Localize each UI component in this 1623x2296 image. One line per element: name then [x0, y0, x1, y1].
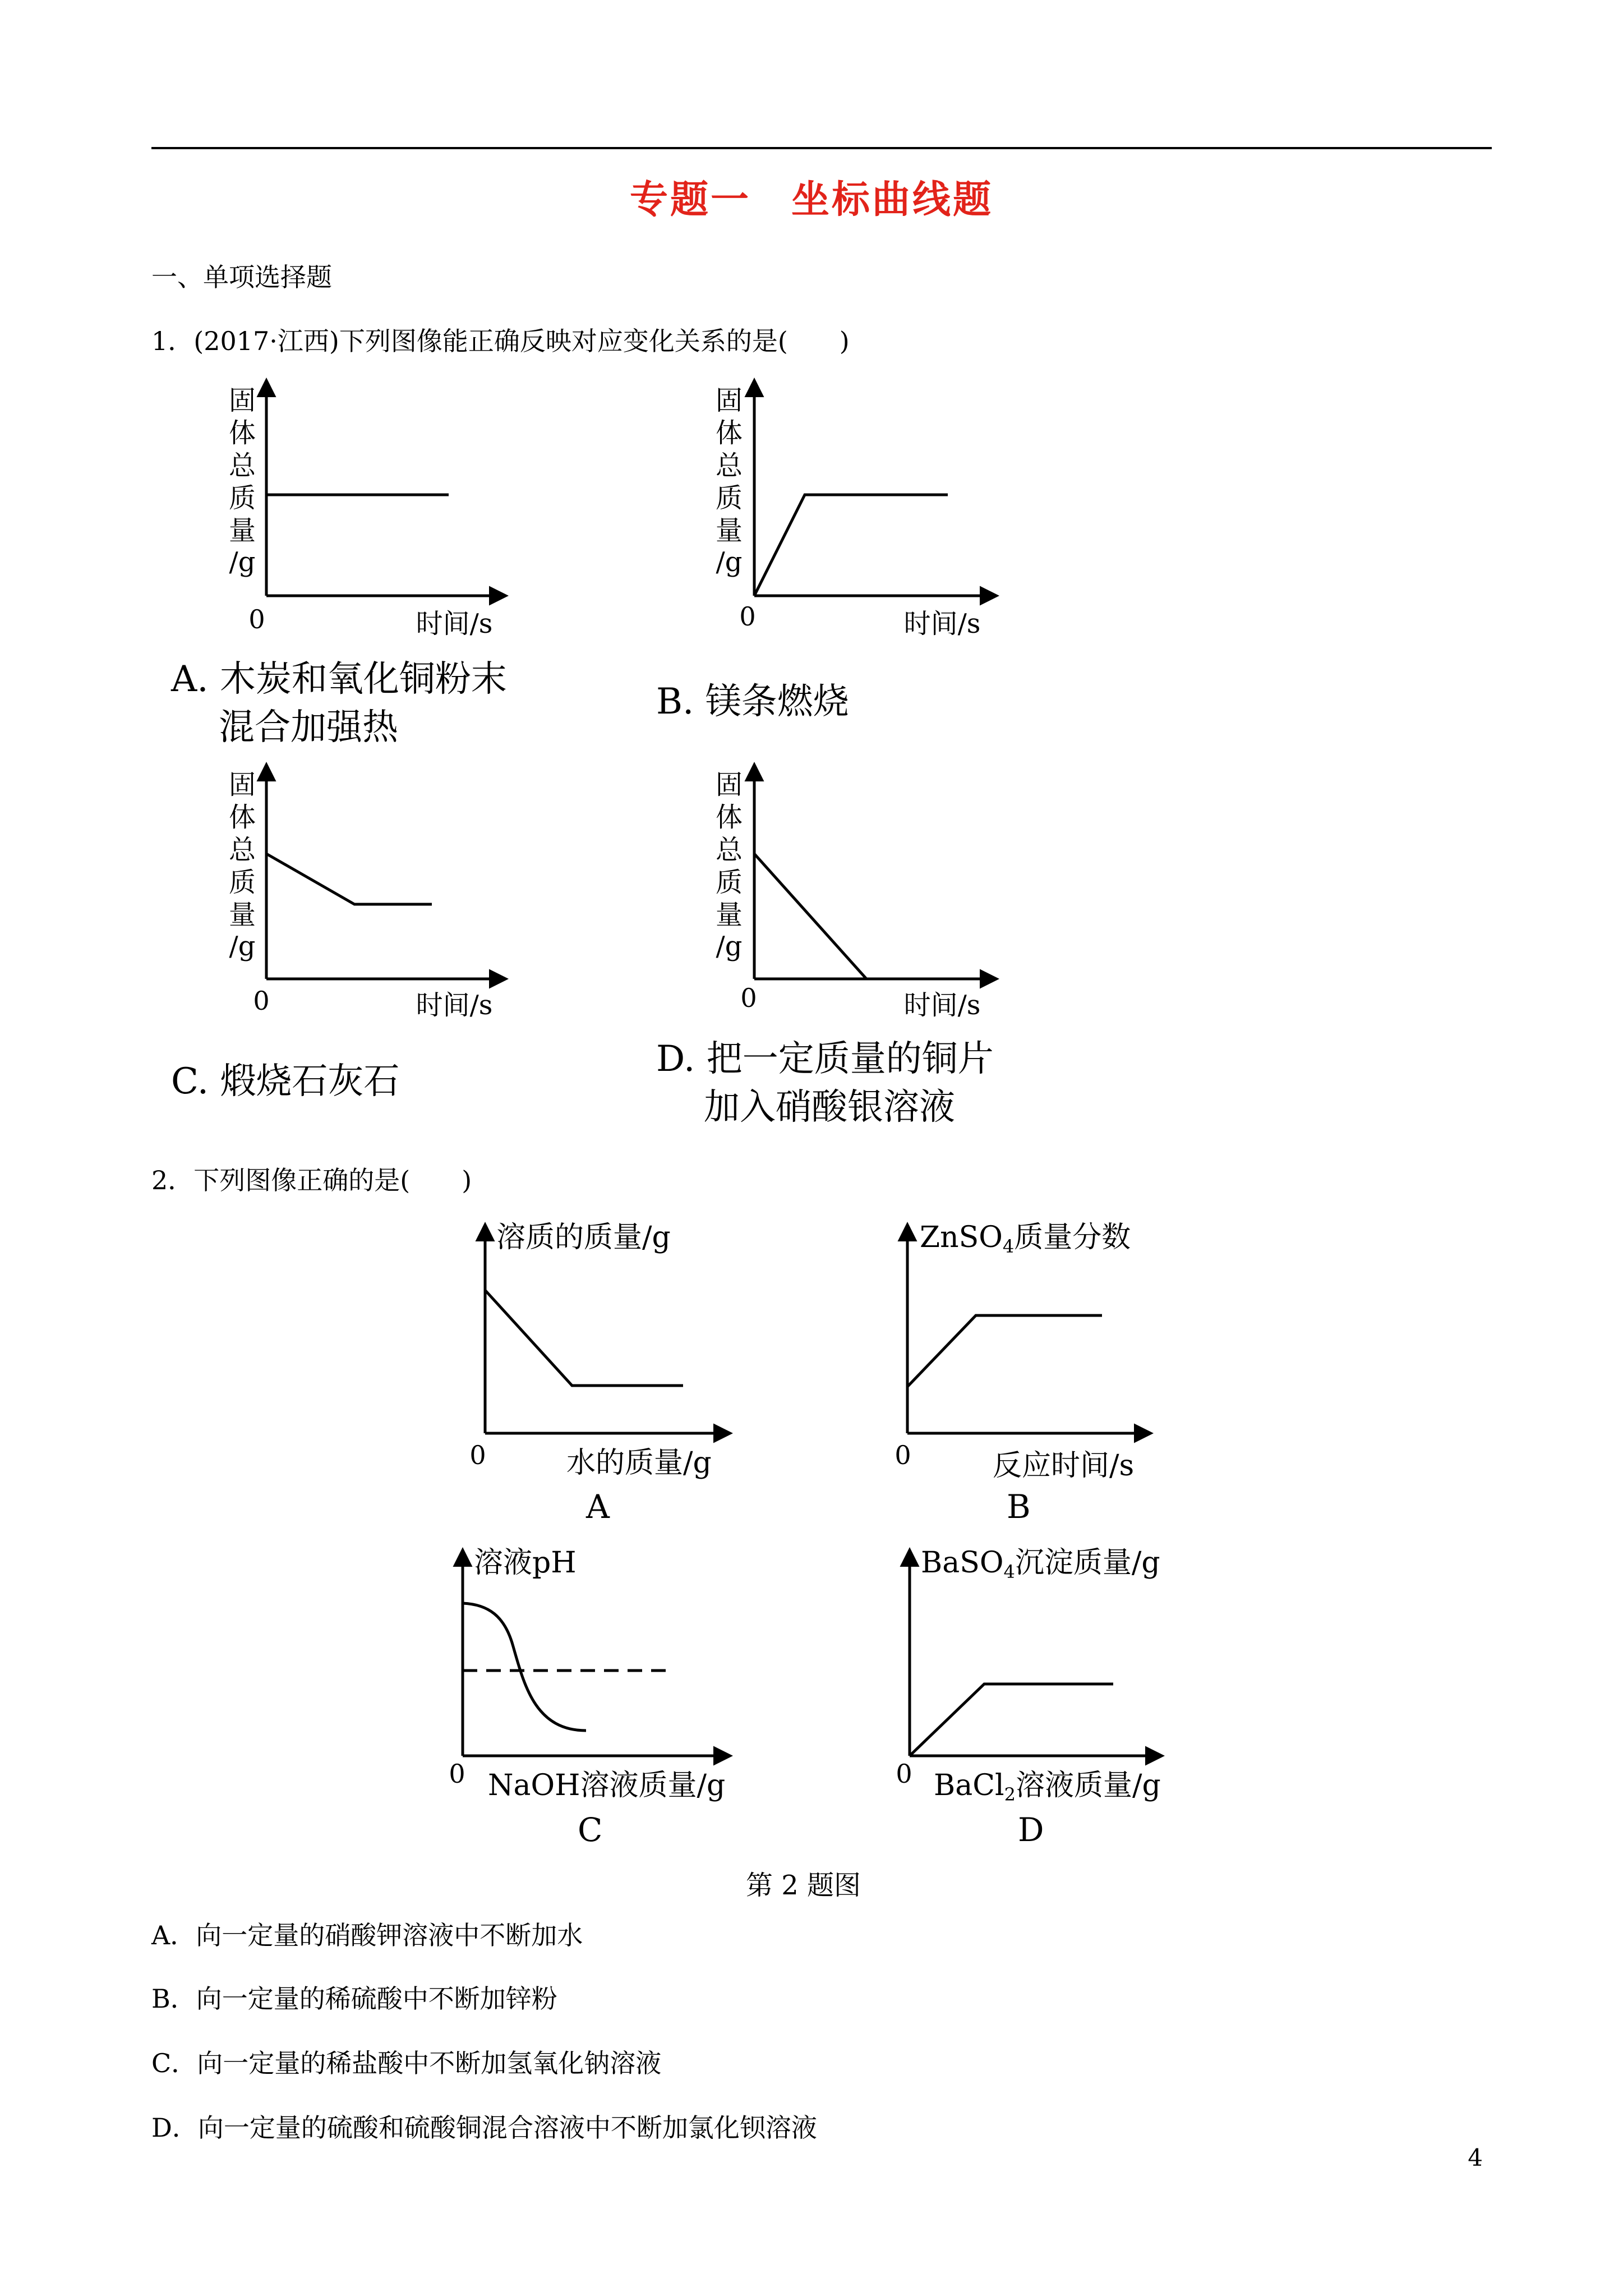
q1c-curve [266, 854, 432, 904]
q2d-y-label: BaSO4沉淀质量/g [921, 1546, 1160, 1582]
q2a-x-label: 水的质量/g [566, 1446, 712, 1480]
q2-chart-a [469, 1221, 729, 1480]
q1b-y-label-char: 体 [715, 417, 743, 449]
q1a-y-label-char: 质 [228, 482, 256, 514]
q1-option-d-line2: 加入硝酸银溶液 [704, 1087, 955, 1128]
q2b-y-label: ZnSO4质量分数 [920, 1221, 1131, 1257]
q1-option-d-line1: D. 把一定质量的铜片 [656, 1038, 994, 1080]
q2c-curve [463, 1603, 586, 1731]
q2-option-c: C．向一定量的稀盐酸中不断加氢氧化钠溶液 [151, 2048, 662, 2078]
q1c-x-label: 时间/s [416, 990, 493, 1021]
q1b-x-label: 时间/s [903, 608, 981, 639]
q1a-x-label: 时间/s [416, 608, 493, 639]
q1a-y-label-char: 固 [228, 385, 256, 416]
q2-chart-b [895, 1221, 1150, 1483]
q2d-curve [910, 1684, 1113, 1756]
q1c-origin: 0 [253, 986, 270, 1016]
q2-charts [0, 1178, 1623, 1851]
q1c-y-label-char: /g [229, 931, 256, 962]
q2b-curve [907, 1315, 1102, 1387]
q1a-y-label-char: 量 [228, 515, 256, 546]
q1b-y-label-char: 总 [715, 450, 743, 481]
q2c-origin: 0 [449, 1759, 465, 1789]
q1c-y-label-char: 体 [228, 802, 256, 833]
q2-option-a: A．向一定量的硝酸钾溶液中不断加水 [151, 1920, 583, 1950]
question-2-text: 2．下列图像正确的是( ) [151, 1165, 472, 1195]
q2a-y-label: 溶质的质量/g [496, 1221, 671, 1254]
q1c-y-label-char: 质 [228, 867, 256, 898]
q2-chart-d-letter: D [1018, 1811, 1044, 1849]
q1-option-a-line2: 混合加强热 [219, 707, 398, 748]
q1a-y-label-char: 总 [228, 450, 256, 481]
q2-chart-b-letter: B [1007, 1488, 1031, 1526]
q2d-origin: 0 [896, 1759, 912, 1789]
q2a-origin: 0 [469, 1440, 486, 1470]
q2-option-b: B．向一定量的稀硫酸中不断加锌粉 [151, 1984, 557, 2014]
q2b-x-label: 反应时间/s [993, 1449, 1135, 1483]
q1-option-a-line1: A. 木炭和氧化铜粉末 [171, 659, 507, 700]
q1c-y-label-char: 量 [228, 899, 256, 931]
q1-chart-d [716, 766, 995, 1021]
q1d-y-label-char: 固 [715, 769, 743, 800]
q2d-x-label: BaCl2溶液质量/g [934, 1769, 1161, 1805]
q1d-y-label-char: 总 [715, 834, 743, 866]
q1d-y-label-char: 量 [715, 899, 743, 931]
q2b-origin: 0 [895, 1440, 911, 1470]
q2-option-d: D．向一定量的硫酸和硫酸铜混合溶液中不断加氯化钡溶液 [151, 2113, 817, 2143]
q2c-x-label: NaOH溶液质量/g [488, 1769, 726, 1802]
q1b-y-label-char: 质 [715, 482, 743, 514]
q2-chart-a-letter: A [586, 1488, 610, 1526]
q2-chart-c [449, 1546, 729, 1802]
q1b-y-label-char: /g [716, 546, 743, 578]
q1-option-c: C. 煅烧石灰石 [171, 1061, 400, 1102]
q1d-y-label-char: 体 [715, 802, 743, 833]
section-heading: 一、单项选择题 [151, 262, 332, 292]
q1d-y-label-char: 质 [715, 867, 743, 898]
q1a-origin: 0 [248, 604, 265, 634]
q1c-y-label-char: 固 [228, 769, 256, 800]
q1b-y-label-char: 固 [715, 385, 743, 416]
q2c-y-label: 溶液pH [474, 1546, 577, 1580]
q1b-y-label-char: 量 [715, 515, 743, 546]
q2-chart-c-letter: C [578, 1811, 603, 1849]
q2-figure-caption: 第 2 题图 [746, 1870, 861, 1901]
q1d-origin: 0 [740, 983, 757, 1013]
q2a-curve [485, 1290, 683, 1386]
q1b-origin: 0 [739, 601, 756, 632]
q1-chart-a [229, 381, 505, 639]
q1d-y-label-char: /g [716, 931, 743, 962]
q1b-curve [754, 495, 948, 596]
q1d-curve [754, 854, 866, 979]
q1d-x-label: 时间/s [903, 990, 981, 1021]
page-title: 专题一 坐标曲线题 [629, 178, 993, 222]
q1c-y-label-char: 总 [228, 834, 256, 866]
page-number: 4 [1468, 2144, 1483, 2171]
question-1-text: 1．(2017·江西)下列图像能正确反映对应变化关系的是( ) [151, 326, 850, 356]
q1a-y-label-char: 体 [228, 417, 256, 449]
q2-chart-d [896, 1546, 1161, 1805]
q1-chart-b [716, 381, 995, 639]
q1-chart-c [229, 766, 505, 1021]
q1a-y-label-char: /g [229, 546, 256, 578]
q1-option-b: B. 镁条燃烧 [656, 681, 849, 723]
